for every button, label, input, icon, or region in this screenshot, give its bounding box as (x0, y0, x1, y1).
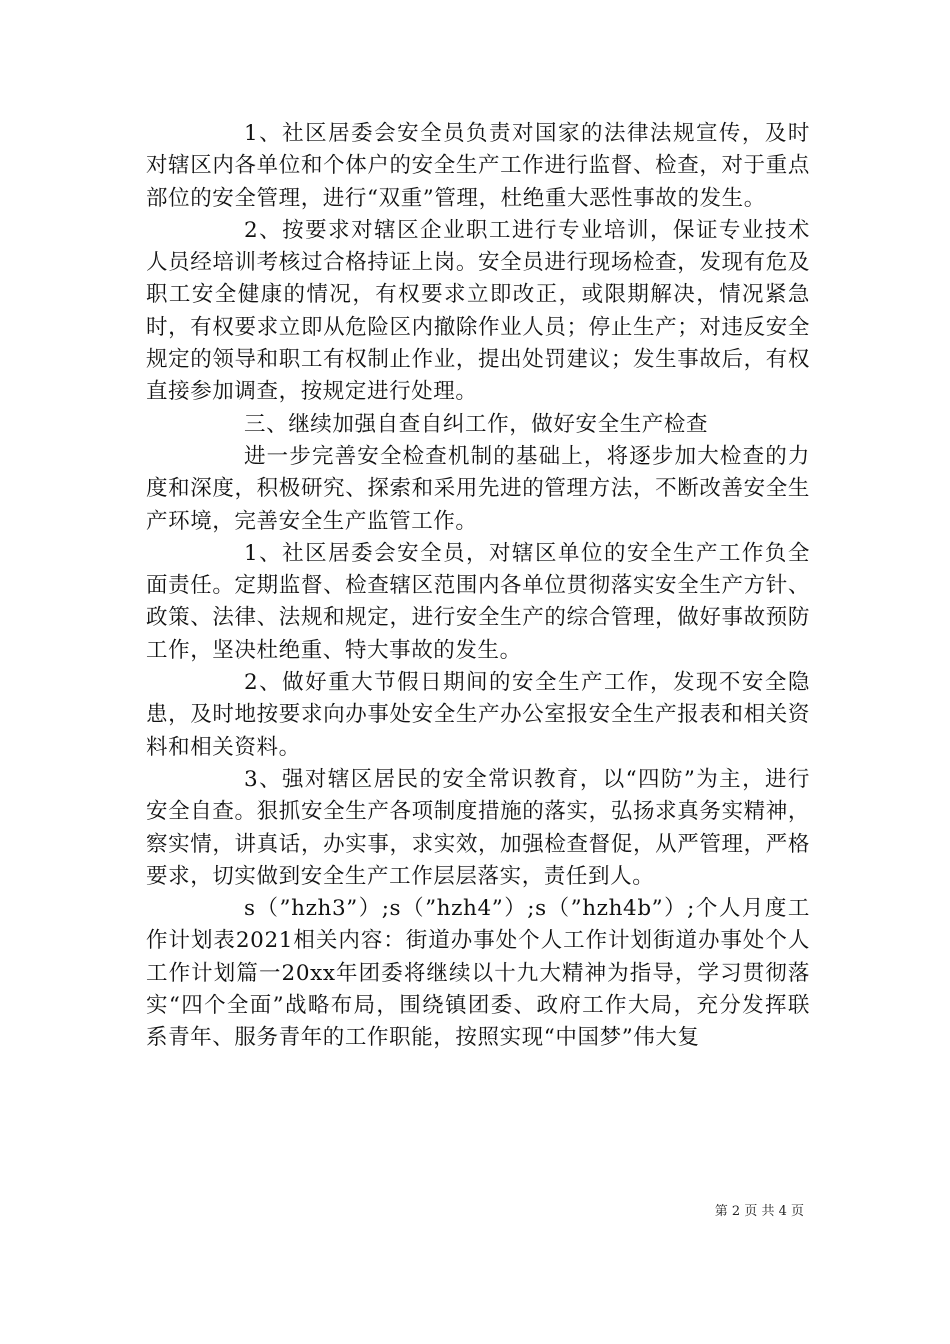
paragraph-full-responsibility: 1、社区居委会安全员，对辖区单位的安全生产工作负全面责任。定期监督、检查辖区范围内各单位贯彻落实安全生产方针、政策、法律、法规和规定，进行安全生产的综合管理，做好事故预防工作，坚决杜绝重、特大事故的发生。 (146, 540, 810, 663)
document-body (146, 118, 810, 1055)
paragraph-safety-officer-duty: 1、社区居委会安全员负责对国家的法律法规宣传，及时对辖区内各单位和个体户的安全生产工作进行监督、检查，对于重点部位的安全管理，进行“双重”管理，杜绝重大恶性事故的发生。 (146, 121, 810, 211)
paragraph-related-content: s（”hzh3”）;s（”hzh4”）;s（”hzh4b”）;个人月度工作计划表2021相关内容：街道办事处个人工作计划街道办事处个人工作计划篇一20xx年团委将继续以十九大精神为指导，学习贯彻落实“四个全面”战略布局，围绕镇团委、政府工作大局，充分发挥联系青年、服务青年的工作职能，按照实现“中国梦”伟大复 (146, 896, 810, 1051)
paragraph-inspection-mechanism: 进一步完善安全检查机制的基础上，将逐步加大检查的力度和深度，积极研究、探索和采用先进的管理方法，不断改善安全生产环境，完善安全生产监管工作。 (146, 443, 810, 534)
paragraph-holiday-safety: 2、做好重大节假日期间的安全生产工作，发现不安全隐患，及时地按要求向办事处安全生产办公室报安全生产报表和相关资料和相关资料。 (146, 670, 810, 760)
section-heading-self-inspection: 三、继续加强自查自纠工作，做好安全生产检查 (244, 411, 709, 437)
paragraph-staff-training: 2、按要求对辖区企业职工进行专业培训，保证专业技术人员经培训考核过合格持证上岗。安全员进行现场检查，发现有危及职工安全健康的情况，有权要求立即改正，或限期解决，情况紧急时，有权要求立即从危险区内撤除作业人员；停止生产；对违反安全规定的领导和职工有权制止作业，提出处罚建议；发生事故后，有权直接参加调查，按规定进行处理。 (146, 217, 810, 405)
page-number-footer: 第 2 页 共 4 页 (714, 1204, 804, 1219)
paragraph-resident-education: 3、强对辖区居民的安全常识教育，以“四防”为主，进行安全自查。狠抓安全生产各项制度措施的落实，弘扬求真务实精神，察实情，讲真话，办实事，求实效，加强检查督促，从严管理，严格要求，切实做到安全生产工作层层落实，责任到人。 (146, 766, 810, 889)
